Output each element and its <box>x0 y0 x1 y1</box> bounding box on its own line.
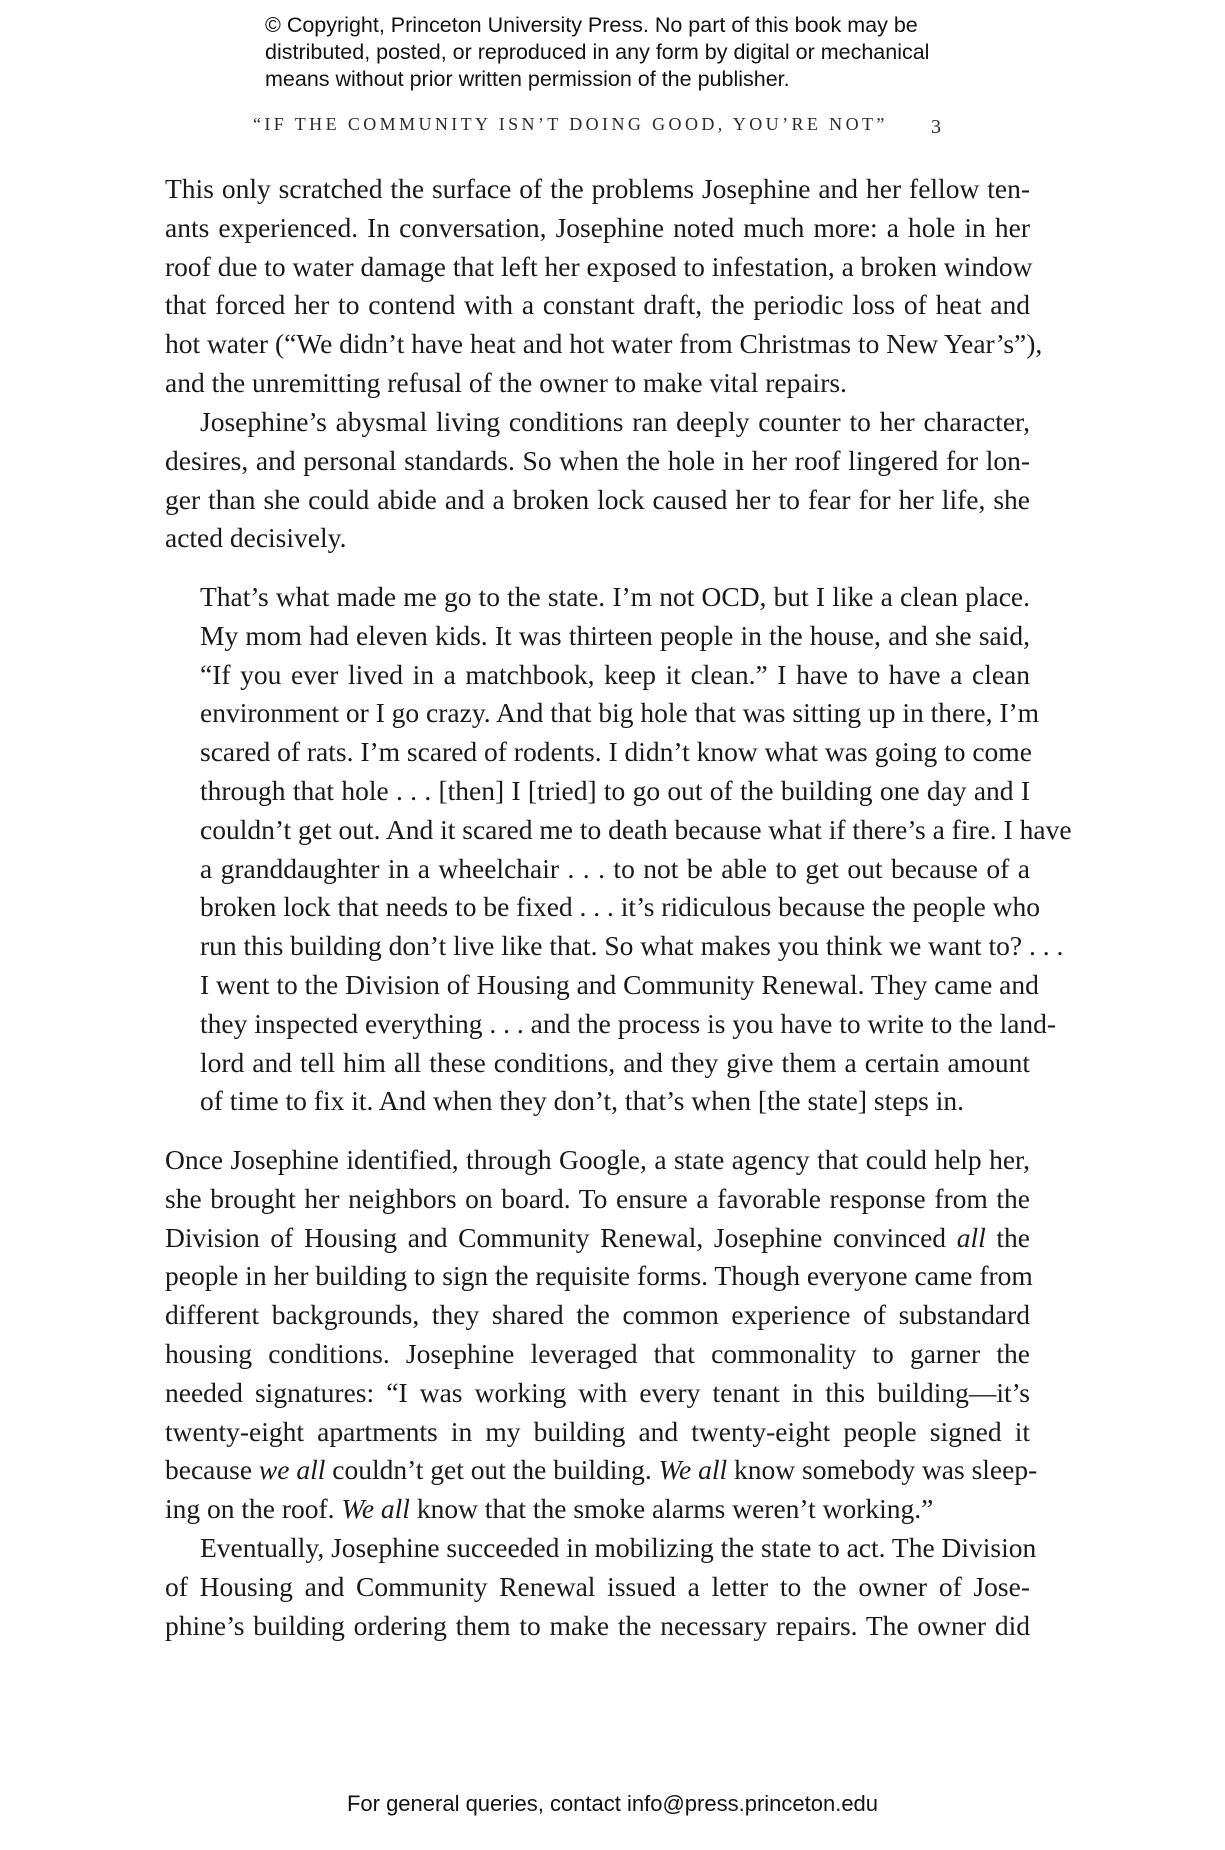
text-line: roof due to water damage that left her exposed to infestation, a broken window <box>165 250 1033 282</box>
text-run: Division of Housing and Community Renewal, Josephine convinced <box>165 1221 957 1253</box>
page-number: 3 <box>931 116 941 138</box>
text-line: that forced her to contend with a constant draft, the periodic loss of heat and <box>165 289 1030 321</box>
text-line: phine’s building ordering them to make the necessary repairs. The owner did <box>165 1609 1030 1641</box>
text-line: and the unremitting refusal of the owner to make vital repairs. <box>165 366 847 398</box>
quote-line: a granddaughter in a wheelchair . . . to not be able to get out because of a <box>200 852 1030 884</box>
quote-line: That’s what made me go to the state. I’m not OCD, but I like a clean place. <box>200 581 1030 612</box>
text-line <box>165 1490 1030 1529</box>
quote-line: they inspected everything . . . and the process is you have to write to the land- <box>200 1007 1057 1039</box>
text-line: Eventually, Josephine succeeded in mobilizing the state to act. The Division <box>200 1532 1037 1563</box>
quote-line: lord and tell him all these conditions, and they give them a certain amount <box>200 1046 1030 1078</box>
text-run: ing on the roof. <box>165 1493 342 1525</box>
text-line: ants experienced. In conversation, Josephine noted much more: a hole in her <box>165 211 1030 243</box>
text-run: the <box>985 1221 1030 1253</box>
copyright-notice <box>265 12 985 93</box>
text-line: different backgrounds, they shared the common experience of substandard <box>165 1299 1030 1331</box>
quote-line: I went to the Division of Housing and Community Renewal. They came and <box>200 968 1039 1000</box>
text-line: ger than she could abide and a broken lock caused her to fear for her life, she <box>165 483 1030 515</box>
text-run: because <box>165 1454 259 1486</box>
text-line: Josephine’s abysmal living conditions ran deeply counter to her character, <box>200 406 1030 437</box>
text-line <box>165 1219 1030 1258</box>
text-line: twenty-eight apartments in my building and twenty-eight people signed it <box>165 1415 1030 1447</box>
paragraph-4 <box>165 1529 1037 1645</box>
copyright-line: means without prior written permission of the publisher. <box>265 67 790 91</box>
block-quote <box>200 578 1072 1121</box>
emphasis: We all <box>658 1454 728 1486</box>
text-run: know somebody was sleep- <box>727 1454 1038 1486</box>
text-line: This only scratched the surface of the problems Josephine and her fellow ten- <box>165 173 1030 204</box>
copyright-line: © Copyright, Princeton University Press. No part of this book may be <box>265 13 918 37</box>
text-line: she brought her neighbors on board. To ensure a favorable response from the <box>165 1182 1030 1214</box>
running-head: “IF THE COMMUNITY ISN’T DOING GOOD, YOU’RE NOT” <box>253 114 888 134</box>
text-line: hot water (“We didn’t have heat and hot water from Christmas to New Year’s”), <box>165 328 1043 360</box>
text-line: of Housing and Community Renewal issued a letter to the owner of Jose- <box>165 1570 1030 1602</box>
paragraph-2 <box>165 403 1030 558</box>
text-line: needed signatures: “I was working with every tenant in this building—it’s <box>165 1376 1030 1408</box>
emphasis: We all <box>341 1493 410 1525</box>
text-line: housing conditions. Josephine leveraged that commonality to garner the <box>165 1337 1030 1369</box>
quote-line: broken lock that needs to be fixed . . . it’s ridiculous because the people who <box>200 891 1041 923</box>
text-run: couldn’t get out the building. <box>325 1454 659 1486</box>
emphasis: we all <box>258 1454 326 1486</box>
quote-line: My mom had eleven kids. It was thirteen people in the house, and she said, <box>200 619 1030 651</box>
quote-line: couldn’t get out. And it scared me to death because what if there’s a fire. I have <box>200 813 1072 845</box>
quote-line: through that hole . . . [then] I [tried] to go out of the building one day and I <box>200 774 1030 806</box>
quote-line: of time to fix it. And when they don’t, that’s when [the state] steps in. <box>200 1085 965 1117</box>
emphasis: all <box>956 1221 986 1253</box>
copyright-line: distributed, posted, or reproduced in any form by digital or mechanical <box>265 40 930 64</box>
text-line <box>165 1451 1038 1490</box>
quote-line: environment or I go crazy. And that big hole that was sitting up in there, I’m <box>200 697 1040 729</box>
quote-line: “If you ever lived in a matchbook, keep it clean.” I have to have a clean <box>200 658 1030 690</box>
paragraph-1 <box>165 170 1043 403</box>
text-line: Once Josephine identified, through Google, a state agency that could help her, <box>165 1144 1030 1175</box>
paragraph-3 <box>165 1141 1038 1529</box>
text-run: know that the smoke alarms weren’t working.” <box>409 1493 934 1525</box>
footer-contact: For general queries, contact info@press.princeton.edu <box>346 1791 879 1816</box>
text-line: desires, and personal standards. So when the hole in her roof lingered for lon- <box>165 444 1030 476</box>
quote-line: scared of rats. I’m scared of rodents. I didn’t know what was going to come <box>200 736 1032 768</box>
text-line: acted decisively. <box>165 522 347 554</box>
quote-line: run this building don’t live like that. So what makes you think we want to? . . . <box>200 930 1064 962</box>
text-line: people in her building to sign the requisite forms. Though everyone came from <box>165 1260 1033 1292</box>
